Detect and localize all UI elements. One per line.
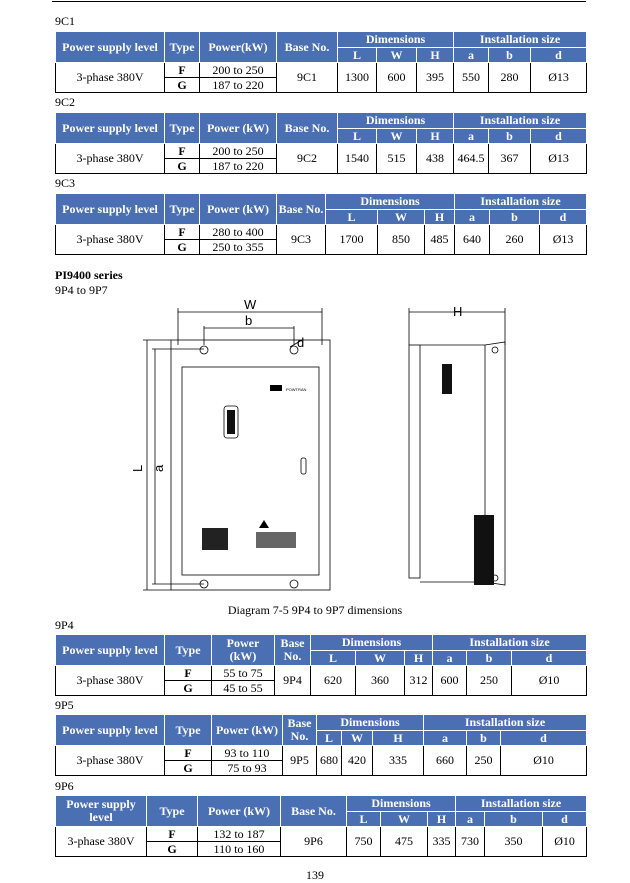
cell-a: 550 <box>454 63 489 93</box>
hdr-dimensions: Dimensions <box>338 113 454 129</box>
series-title: PI9400 series <box>55 268 123 282</box>
cell-b: 260 <box>490 225 540 255</box>
hdr-d: d <box>501 731 587 746</box>
page-number: 139 <box>306 868 324 882</box>
cell-power-g: 45 to 55 <box>212 681 275 696</box>
hdr-d: d <box>531 129 587 144</box>
cell-power-g: 187 to 220 <box>200 159 277 174</box>
cell-L: 1700 <box>326 225 378 255</box>
hdr-power-supply: Power supply level <box>56 635 165 666</box>
cell-a: 600 <box>433 666 467 696</box>
hdr-base: Base No. <box>275 635 311 666</box>
table-9c3 <box>55 193 587 255</box>
cell-power-g: 187 to 220 <box>200 78 277 93</box>
hdr-b: b <box>490 210 540 225</box>
hdr-type: Type <box>165 635 212 666</box>
label-d: d <box>297 335 305 350</box>
cell-power-f: 200 to 250 <box>200 63 277 78</box>
hdr-base: Base No. <box>277 32 338 63</box>
cell-H: 485 <box>425 225 455 255</box>
cell-L: 620 <box>311 666 356 696</box>
cell-supply: 3-phase 380V <box>56 827 147 857</box>
hdr-H: H <box>417 129 454 144</box>
table-9p6 <box>55 795 587 857</box>
cell-H: 335 <box>373 746 424 776</box>
hdr-H: H <box>425 210 455 225</box>
hdr-W: W <box>342 731 373 746</box>
hdr-a: a <box>454 48 489 63</box>
cell-type-g: G <box>147 842 198 857</box>
cell-H: 312 <box>405 666 433 696</box>
top-rule <box>52 1 586 2</box>
cell-d: Ø13 <box>531 144 587 174</box>
hdr-a: a <box>456 812 485 827</box>
cell-type-f: F <box>165 746 212 761</box>
hdr-base: Base No. <box>281 796 347 827</box>
hdr-power: Power (kW) <box>200 113 277 144</box>
hdr-L: L <box>311 651 356 666</box>
cell-b: 280 <box>489 63 531 93</box>
brand-logo: POWTRAN <box>286 387 307 392</box>
hdr-installation: Installation size <box>433 635 587 651</box>
cell-W: 420 <box>342 746 373 776</box>
label-b: b <box>245 313 253 328</box>
cell-a: 730 <box>456 827 485 857</box>
cell-supply: 3-phase 380V <box>56 746 165 776</box>
cell-power-f: 93 to 110 <box>212 746 283 761</box>
hdr-power-supply: Power supply level <box>56 715 165 746</box>
hdr-L: L <box>326 210 378 225</box>
hdr-a: a <box>433 651 467 666</box>
hdr-dimensions: Dimensions <box>317 715 424 731</box>
hdr-dimensions: Dimensions <box>311 635 433 651</box>
section-label-9c2: 9C2 <box>55 95 76 109</box>
hdr-H: H <box>405 651 433 666</box>
hdr-power-supply: Power supply level <box>56 796 147 827</box>
hdr-W: W <box>378 210 425 225</box>
hdr-b: b <box>485 812 543 827</box>
hdr-W: W <box>381 812 428 827</box>
cell-b: 250 <box>467 666 512 696</box>
hdr-power: Power (kW) <box>212 715 283 746</box>
cell-type-g: G <box>165 240 200 255</box>
cell-power-g: 250 to 355 <box>200 240 277 255</box>
section-label-9p5: 9P5 <box>55 698 74 712</box>
section-label-9c3: 9C3 <box>55 176 76 190</box>
hdr-type: Type <box>165 194 200 225</box>
label-W: W <box>244 300 257 312</box>
hdr-W: W <box>377 48 417 63</box>
hdr-d: d <box>512 651 587 666</box>
table-9c2 <box>55 112 587 174</box>
cell-supply: 3-phase 380V <box>56 666 165 696</box>
cell-type-f: F <box>165 225 200 240</box>
hdr-power: Power (kW) <box>200 194 277 225</box>
hdr-d: d <box>543 812 587 827</box>
cell-W: 475 <box>381 827 428 857</box>
hdr-L: L <box>347 812 381 827</box>
dimension-diagram <box>0 300 630 600</box>
cell-type-g: G <box>165 681 212 696</box>
cell-d: Ø10 <box>501 746 587 776</box>
cell-b: 367 <box>489 144 531 174</box>
cell-type-f: F <box>165 63 200 78</box>
hdr-base: Base No. <box>283 715 317 746</box>
cell-d: Ø10 <box>512 666 587 696</box>
section-label-9p4: 9P4 <box>55 618 74 632</box>
hdr-W: W <box>377 129 417 144</box>
hdr-b: b <box>467 651 512 666</box>
hdr-type: Type <box>165 32 200 63</box>
hdr-type: Type <box>147 796 198 827</box>
cell-supply: 3-phase 380V <box>56 63 165 93</box>
hdr-H: H <box>417 48 454 63</box>
hdr-L: L <box>338 48 377 63</box>
cell-type-g: G <box>165 159 200 174</box>
cell-W: 515 <box>377 144 417 174</box>
hdr-power-supply: Power supply level <box>56 194 165 225</box>
label-H: H <box>453 304 463 319</box>
cell-base: 9P6 <box>281 827 347 857</box>
hdr-a: a <box>424 731 467 746</box>
hdr-b: b <box>467 731 501 746</box>
cell-supply: 3-phase 380V <box>56 225 165 255</box>
hdr-installation: Installation size <box>424 715 587 731</box>
hdr-b: b <box>489 129 531 144</box>
cell-d: Ø10 <box>543 827 587 857</box>
cell-power-g: 110 to 160 <box>198 842 281 857</box>
cell-base: 9C2 <box>277 144 338 174</box>
cell-power-f: 200 to 250 <box>200 144 277 159</box>
cell-power-g: 75 to 93 <box>212 761 283 776</box>
cell-d: Ø13 <box>540 225 587 255</box>
cell-power-f: 132 to 187 <box>198 827 281 842</box>
hdr-power-supply: Power supply level <box>56 113 165 144</box>
hdr-b: b <box>489 48 531 63</box>
cell-type-f: F <box>165 144 200 159</box>
hdr-a: a <box>454 129 489 144</box>
hdr-installation: Installation size <box>456 796 587 812</box>
table-9p5 <box>55 714 587 776</box>
cell-base: 9C1 <box>277 63 338 93</box>
hdr-power: Power (kW) <box>212 635 275 666</box>
cell-a: 660 <box>424 746 467 776</box>
cell-base: 9C3 <box>277 225 326 255</box>
hdr-installation: Installation size <box>455 194 587 210</box>
cell-type-f: F <box>147 827 198 842</box>
hdr-L: L <box>338 129 377 144</box>
hdr-installation: Installation size <box>454 32 587 48</box>
cell-L: 1540 <box>338 144 377 174</box>
section-label-9p6: 9P6 <box>55 779 74 793</box>
cell-W: 360 <box>356 666 405 696</box>
hdr-W: W <box>356 651 405 666</box>
section-label-9c1: 9C1 <box>55 14 76 28</box>
hdr-base: Base No. <box>277 194 326 225</box>
table-9c1 <box>55 31 587 93</box>
cell-b: 350 <box>485 827 543 857</box>
hdr-H: H <box>373 731 424 746</box>
cell-base: 9P5 <box>283 746 317 776</box>
cell-power-f: 55 to 75 <box>212 666 275 681</box>
cell-W: 600 <box>377 63 417 93</box>
cell-b: 250 <box>467 746 501 776</box>
hdr-base: Base No. <box>277 113 338 144</box>
hdr-dimensions: Dimensions <box>338 32 454 48</box>
hdr-d: d <box>531 48 587 63</box>
hdr-installation: Installation size <box>454 113 587 129</box>
cell-base: 9P4 <box>275 666 311 696</box>
hdr-a: a <box>455 210 490 225</box>
hdr-H: H <box>428 812 456 827</box>
cell-type-f: F <box>165 666 212 681</box>
hdr-dimensions: Dimensions <box>326 194 455 210</box>
hdr-type: Type <box>165 715 212 746</box>
cell-W: 850 <box>378 225 425 255</box>
hdr-d: d <box>540 210 587 225</box>
hdr-L: L <box>317 731 342 746</box>
cell-L: 1300 <box>338 63 377 93</box>
cell-supply: 3-phase 380V <box>56 144 165 174</box>
cell-H: 395 <box>417 63 454 93</box>
cell-H: 438 <box>417 144 454 174</box>
cell-power-f: 280 to 400 <box>200 225 277 240</box>
cell-H: 335 <box>428 827 456 857</box>
cell-type-g: G <box>165 78 200 93</box>
cell-d: Ø13 <box>531 63 587 93</box>
cell-L: 750 <box>347 827 381 857</box>
hdr-type: Type <box>165 113 200 144</box>
cell-type-g: G <box>165 761 212 776</box>
table-9p4 <box>55 634 587 696</box>
hdr-power-supply: Power supply level <box>56 32 165 63</box>
cell-L: 680 <box>317 746 342 776</box>
diagram-caption: Diagram 7-5 9P4 to 9P7 dimensions <box>227 603 403 617</box>
label-L: L <box>130 464 145 472</box>
hdr-power: Power(kW) <box>200 32 277 63</box>
hdr-dimensions: Dimensions <box>347 796 456 812</box>
series-range: 9P4 to 9P7 <box>55 283 108 297</box>
label-a: a <box>151 464 166 472</box>
hdr-power: Power (kW) <box>198 796 281 827</box>
cell-a: 640 <box>455 225 490 255</box>
cell-a: 464.5 <box>454 144 489 174</box>
